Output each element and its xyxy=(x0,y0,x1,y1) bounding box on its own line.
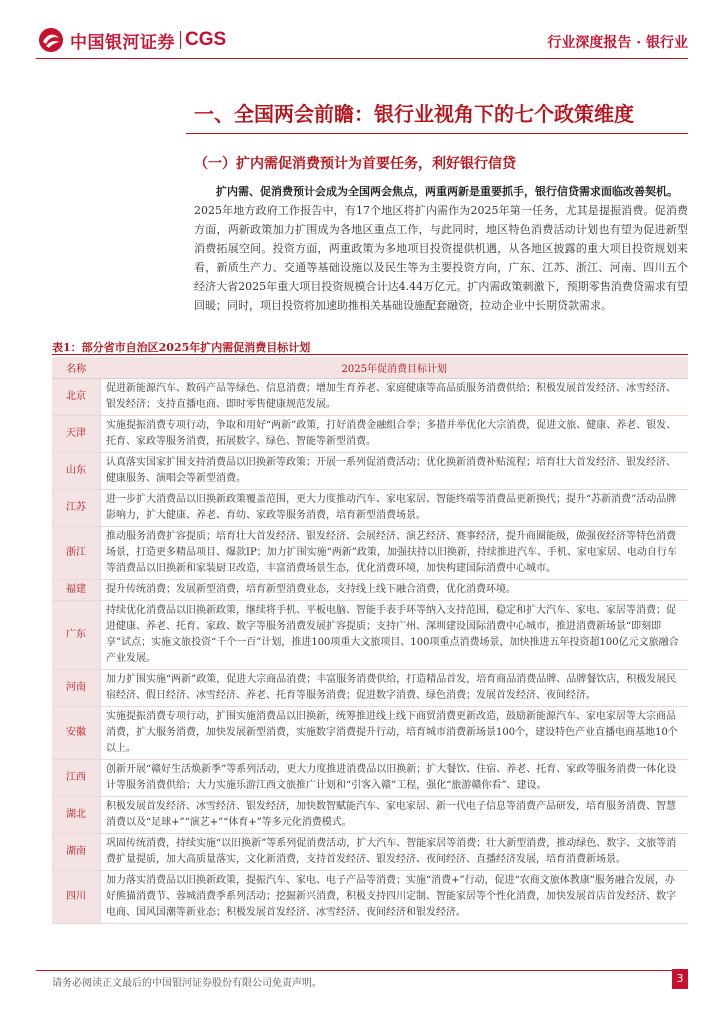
logo-cn-text: 中国银河证券 xyxy=(70,32,175,53)
region-cell: 河南 xyxy=(52,670,101,707)
footer-divider xyxy=(36,970,688,971)
plan-cell: 加力扩围实施“两新”政策，促进大宗商品消费；丰富服务消费供给，打造精品首发，培育商品消费品牌、品牌餐饮店，积极发展民宿经济、假日经济、冰雪经济、养老、托育等服务消费；促进数字消费、绿色消费；发展首发经济、夜间经济。 xyxy=(101,670,689,707)
table-caption: 表1：部分省市自治区2025年扩内需促消费目标计划 xyxy=(52,341,311,354)
column-header-region: 名称 xyxy=(52,357,101,379)
footer-disclaimer: 请务必阅读正文最后的中国银河证券股份有限公司免责声明。 xyxy=(52,978,322,989)
logo-divider xyxy=(180,31,181,49)
header-divider xyxy=(36,58,688,59)
plan-cell: 进一步扩大消费品以旧换新政策覆盖范围，更大力度推动汽车、家电家居、智能终端等消费品更新换代；提升“苏新消费”活动品牌影响力，扩大健康、养老、育幼、家政等服务消费，培育新型消费场景。 xyxy=(101,490,689,527)
region-cell: 湖南 xyxy=(52,834,101,871)
paragraph-body: 2025年地方政府工作报告中，有17个地区将扩内需作为2025年第一任务，尤其是提振消费。促消费方面，两新政策加力扩围成为各地区重点工作，与此同时，地区特色消费活动计划也有望为促进新型消费拓展空间。投资方面，两重政策为多地项目投资提供机遇，从各地区披露的重大项目投资规划来看，新质生产力、交通等基础设施以及民生等为主要投资方向，广东、江苏、浙江、河南、四川五个经济大省2025年重大项目投资规模合计达4.44万亿元。扩内需政策刺激下，预期零售消费贷需求有望回暖；同时，项目投资将加速助推相关基础设施配套融资，拉动企业中长期贷款需求。 xyxy=(194,204,688,312)
plan-cell: 推动服务消费扩容提质；培育壮大首发经济、银发经济、会展经济、演艺经济、赛事经济，提升商圈能级，做强夜经济等特色消费场景，打造更多精品项目、爆款IP；加力扩围实施“两新”政策，加强扶持以旧换新，持续推进汽车、手机、家电家居、电动自行车等消费品以旧换新和家装厨卫改造，丰富消费场景生态，优化消费环境，加快构建国际消费中心城市。 xyxy=(101,527,689,580)
region-cell: 福建 xyxy=(52,580,101,601)
plan-cell: 巩固传统消费，持续实施“以旧换新”等系列促消费活动，扩大汽车、智能家居等消费；壮大新型消费，推动绿色、数字、文旅等消费扩量提质，加大高质量落实，文化新消费，支持首发经济、银发经济、夜间经济、直播经济发展，培育消费新场景。 xyxy=(101,834,689,871)
table-row xyxy=(52,834,688,871)
page-number: 3 xyxy=(672,969,688,989)
paragraph-lead: 扩内需、促消费预计会成为全国两会焦点，两重两新是重要抓手，银行信贷需求面临改善契机。 xyxy=(216,185,678,198)
section-title: 一、全国两会前瞻：银行业视角下的七个政策维度 xyxy=(194,102,634,126)
table-row xyxy=(52,416,688,453)
plan-cell: 创新开展“赣好生活焕新季”等系列活动，更大力度推进消费品以旧换新；扩大餐饮、住宿、养老、托育、家政等服务消费一体化设计等服务消费供给；大力实施乐游江西文旅推广计划和“引客入赣”工程，强化“旅游赣你看”、建设。 xyxy=(101,760,689,797)
plan-cell: 积极发展首发经济、冰雪经济、银发经济，加快数智赋能汽车、家电家居、新一代电子信息等消费产品研发，培育服务消费、智慧消费以及“足球+”“演艺+”“体育+”等多元化消费模式。 xyxy=(101,797,689,834)
plan-cell: 认真落实国家扩围支持消费品以旧换新等政策；开展一系列促消费活动；优化换新消费补贴流程；培育壮大首发经济、银发经济、健康服务、演唱会等新型消费。 xyxy=(101,453,689,490)
plan-cell: 加力落实消费品以旧换新政策，提振汽车、家电、电子产品等消费；实施“消费+”行动，促进“农商文旅体教康”服务融合发展，办好熊猫消费节、蓉城消费季系列活动；挖掘新兴消费，积极支持四川定制、智能家居等个性化消费，加快发展首店首发经济、数字电商、国风国潮等新业态；积极发展首发经济、冰雪经济、夜间经济和银发经济。 xyxy=(101,871,689,924)
doc-type-label: 行业深度报告 · 银行业 xyxy=(547,35,688,51)
table-caption-divider xyxy=(52,354,688,355)
table-row xyxy=(52,453,688,490)
table-row xyxy=(52,707,688,760)
body-paragraph xyxy=(194,182,688,315)
table-row xyxy=(52,527,688,580)
plan-cell: 促进新能源汽车、数码产品等绿色、信息消费；增加生育养老、家庭健康等高品质服务消费供给；积极发展首发经济、冰雪经济、银发经济；支持直播电商、即时零售健康规范发展。 xyxy=(101,379,689,416)
table-row xyxy=(52,580,688,601)
policy-table xyxy=(52,357,688,924)
plan-cell: 持续优化消费品以旧换新政策，继续将手机、平板电脑、智能手表手环等纳入支持范围，稳定和扩大汽车、家电、家居等消费；促进健康、养老、托育、家政、数字等服务消费发展扩容提质；支持广州、深圳建设国际消费中心城市，推进消费新场景“即刻即享”试点；实施文旅投资“千个一百”计划，推进100项重大文旅项目、100项重点消费场景，加快推进五年投资超100亿元文旅融合产业发展。 xyxy=(101,601,689,670)
region-cell: 江西 xyxy=(52,760,101,797)
table-row xyxy=(52,797,688,834)
region-cell: 浙江 xyxy=(52,527,101,580)
region-cell: 天津 xyxy=(52,416,101,453)
region-cell: 山东 xyxy=(52,453,101,490)
region-cell: 北京 xyxy=(52,379,101,416)
page-header xyxy=(0,0,724,58)
table-row xyxy=(52,760,688,797)
section-subtitle: （一）扩内需促消费预计为首要任务，利好银行信贷 xyxy=(194,156,516,172)
section-title-divider xyxy=(186,133,688,134)
table-row xyxy=(52,379,688,416)
table-row xyxy=(52,490,688,527)
region-cell: 广东 xyxy=(52,601,101,670)
region-cell: 湖北 xyxy=(52,797,101,834)
column-header-plan: 2025年促消费目标计划 xyxy=(101,357,689,379)
region-cell: 四川 xyxy=(52,871,101,924)
table-row xyxy=(52,670,688,707)
galaxy-logo-icon xyxy=(38,27,64,53)
table-header-row xyxy=(52,357,688,379)
table-row xyxy=(52,601,688,670)
plan-cell: 实施提振消费专项行动，扩围实施消费品以旧换新，统筹推进线上线下商贸消费更新改造，鼓励新能源汽车、家电家居等大宗商品消费，扩大服务消费，加快发展新型消费，实施数字消费提升行动，培育城市消费新场景100个，建设特色产业直播电商基地10个以上。 xyxy=(101,707,689,760)
table-row xyxy=(52,871,688,924)
plan-cell: 提升传统消费；发展新型消费，培育新型消费业态，支持线上线下融合消费，优化消费环境。 xyxy=(101,580,689,601)
region-cell: 安徽 xyxy=(52,707,101,760)
logo-en-text: CGS xyxy=(185,29,227,50)
plan-cell: 实施提振消费专项行动，争取和用好“两新”政策，打好消费金融组合拳；多措并举优化大宗消费，促进文旅、健康、养老、银发、托育、家政等服务消费，拓展数字、绿色、智能等新型消费。 xyxy=(101,416,689,453)
region-cell: 江苏 xyxy=(52,490,101,527)
brand-logo xyxy=(38,27,226,53)
